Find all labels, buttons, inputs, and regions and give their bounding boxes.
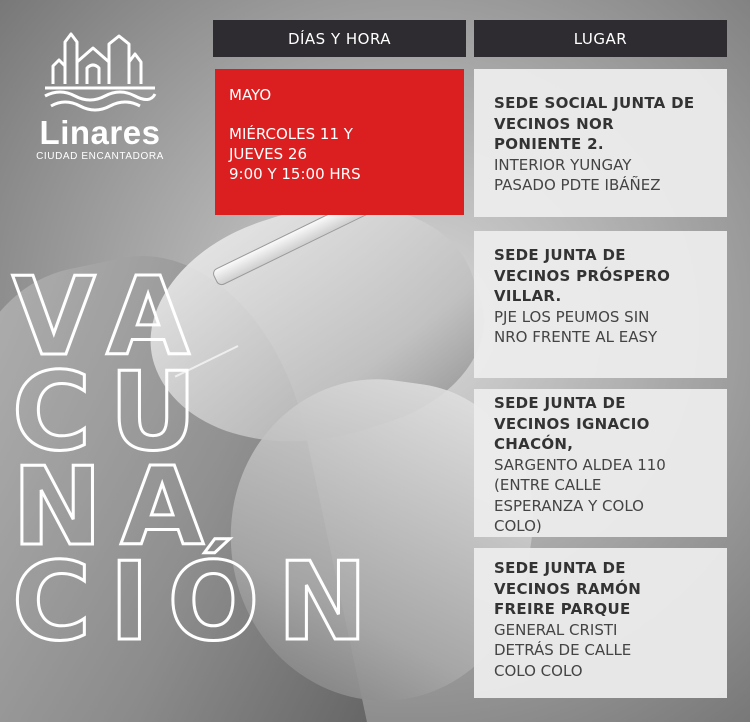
schedule-hours: 9:00 Y 15:00 HRS	[229, 165, 361, 183]
place-name-line: SEDE SOCIAL JUNTA DE	[494, 94, 695, 112]
schedule-days-line: MIÉRCOLES 11 Y	[229, 125, 353, 143]
schedule-cell	[215, 69, 464, 215]
campaign-word	[12, 255, 412, 665]
place-address-line: (ENTRE CALLE	[494, 476, 602, 494]
place-name-line: SEDE JUNTA DE	[494, 394, 626, 412]
place-cell	[474, 389, 727, 537]
linares-logo	[20, 22, 180, 162]
campaign-word-line: VA	[12, 255, 208, 380]
place-address-line: COLO COLO	[494, 661, 583, 680]
place-cell	[474, 69, 727, 217]
schedule-month: MAYO	[229, 86, 272, 104]
logo-subtitle: CIUDAD ENCANTADORA	[36, 151, 164, 162]
place-address-line: ESPERANZA Y COLO	[494, 496, 644, 515]
campaign-word-line: CU	[12, 350, 215, 475]
place-name-line: VILLAR.	[494, 287, 562, 305]
place-address-line: NRO FRENTE AL EASY	[494, 328, 658, 346]
place-cell	[474, 548, 727, 698]
logo-name: Linares	[39, 114, 161, 151]
place-address-line: GENERAL CRISTI	[494, 620, 618, 639]
place-address-line: SARGENTO ALDEA 110	[494, 455, 666, 474]
place-address-line: DETRÁS DE CALLE	[494, 641, 632, 659]
place-name-line: VECINOS IGNACIO	[494, 414, 650, 433]
schedule-days-line: JUEVES 26	[229, 145, 307, 163]
place-cell	[474, 231, 727, 378]
place-address-line: PJE LOS PEUMOS SIN	[494, 307, 650, 326]
place-name-line: PONIENTE 2.	[494, 135, 604, 153]
place-name-line: CHACÓN,	[494, 435, 574, 453]
place-address-line: COLO)	[494, 517, 542, 535]
place-header: LUGAR	[474, 20, 727, 57]
place-name-line: FREIRE PARQUE	[494, 600, 631, 618]
place-address-line: INTERIOR YUNGAY	[494, 155, 632, 174]
place-name-line: VECINOS NOR	[494, 114, 614, 133]
schedule-header: DÍAS Y HORA	[213, 20, 466, 57]
place-name-line: SEDE JUNTA DE	[494, 559, 626, 577]
campaign-word-line: CIÓN	[12, 540, 386, 665]
campaign-word-line: NA	[12, 445, 222, 570]
place-name-line: VECINOS RAMÓN	[494, 579, 642, 598]
place-name-line: SEDE JUNTA DE	[494, 246, 626, 264]
place-address-line: PASADO PDTE IBÁÑEZ	[494, 176, 661, 194]
place-name-line: VECINOS PRÓSPERO	[494, 266, 671, 285]
city-skyline-icon	[35, 22, 165, 114]
